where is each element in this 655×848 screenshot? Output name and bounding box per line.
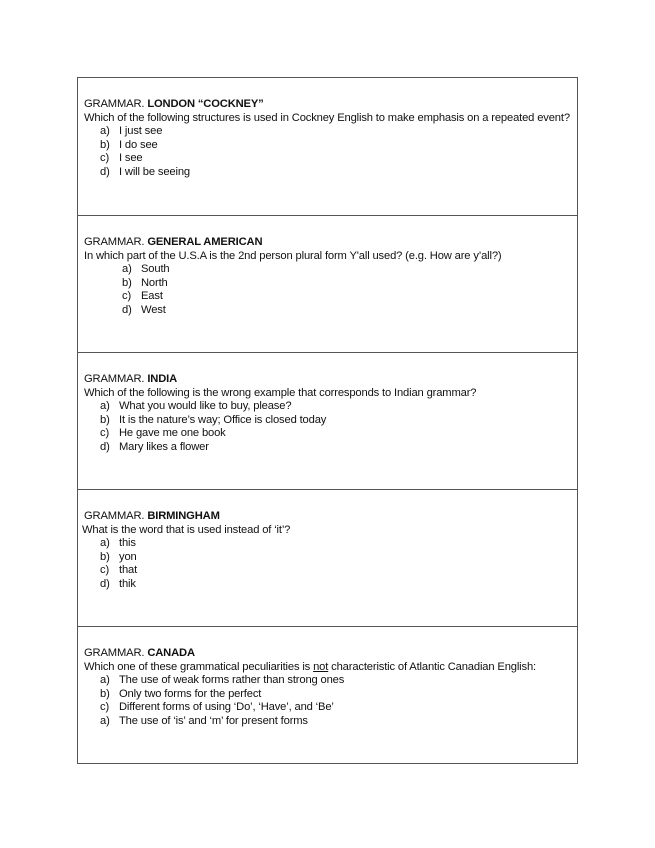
option-text: Mary likes a flower (119, 440, 209, 453)
heading-prefix: GRAMMAR. (84, 236, 145, 248)
options-list (84, 125, 571, 179)
option-letter: c) (100, 427, 110, 440)
option-text: South (141, 263, 170, 276)
option-letter: c) (100, 152, 110, 165)
options-list (84, 537, 571, 591)
option-item (84, 125, 571, 139)
option-text: West (141, 303, 166, 316)
section-heading (84, 98, 571, 112)
option-item (84, 715, 571, 729)
option-item (84, 277, 571, 291)
option-item (84, 400, 571, 414)
option-letter: b) (100, 687, 110, 700)
heading-prefix: GRAMMAR. (84, 373, 145, 385)
option-text: Different forms of using ‘Do’, ‘Have’, and ‘Be’ (119, 701, 334, 714)
heading-prefix: GRAMMAR. (84, 647, 145, 659)
option-letter: a) (100, 125, 110, 138)
question-text-after: characteristic of Atlantic Canadian English: (328, 660, 536, 673)
option-item (84, 578, 571, 592)
option-text: Only two forms for the perfect (119, 687, 262, 700)
option-text: thik (119, 577, 136, 590)
heading-prefix: GRAMMAR. (84, 510, 145, 522)
option-item (84, 152, 571, 166)
heading-prefix: GRAMMAR. (84, 98, 145, 110)
question-text: In which part of the U.S.A is the 2nd person plural form Y'all used? (e.g. How are y’all?) (84, 249, 502, 262)
option-text: that (119, 564, 138, 577)
option-text: this (119, 537, 136, 550)
heading-topic: LONDON “COCKNEY” (147, 98, 264, 110)
option-text: East (141, 290, 163, 303)
option-letter: a) (100, 674, 110, 687)
option-letter: b) (100, 550, 110, 563)
option-item (84, 441, 571, 455)
option-text: North (141, 276, 168, 289)
option-text: He gave me one book (119, 427, 226, 440)
option-text: yon (119, 550, 137, 563)
question-cell-birmingham (78, 489, 577, 626)
question-cell-canada (78, 626, 577, 763)
option-letter: a) (122, 263, 132, 276)
question-text: Which of the following is the wrong example that corresponds to Indian grammar? (84, 386, 477, 399)
option-item (84, 166, 571, 180)
question-cell-india (78, 352, 577, 489)
option-letter: d) (100, 577, 110, 590)
question-text-underlined: not (313, 660, 329, 673)
heading-topic: BIRMINGHAM (147, 510, 220, 522)
question-text (84, 661, 571, 675)
option-letter: b) (100, 413, 110, 426)
option-item (84, 263, 571, 277)
options-list (84, 400, 571, 454)
option-item (84, 551, 571, 565)
option-item (84, 427, 571, 441)
section-heading (84, 236, 571, 250)
option-letter: a) (100, 714, 110, 727)
option-letter: b) (122, 276, 132, 289)
option-text: The use of ‘is’ and ‘m’ for present forms (119, 714, 308, 727)
question-cell-london-cockney (78, 78, 577, 215)
heading-topic: CANADA (147, 647, 195, 659)
option-item (84, 564, 571, 578)
option-text: I see (119, 152, 143, 165)
option-letter: c) (122, 290, 132, 303)
option-item (84, 304, 571, 318)
question-cell-general-american (78, 215, 577, 352)
option-text: I do see (119, 138, 158, 151)
question-text: What is the word that is used instead of ‘it’? (82, 523, 291, 536)
section-heading (84, 510, 571, 524)
quiz-table (77, 77, 578, 764)
option-text: I just see (119, 125, 163, 138)
option-item (84, 290, 571, 304)
section-heading (84, 647, 571, 661)
option-item (84, 139, 571, 153)
option-item (84, 414, 571, 428)
options-list (84, 674, 571, 728)
option-letter: d) (100, 165, 110, 178)
option-letter: d) (100, 440, 110, 453)
heading-topic: GENERAL AMERICAN (147, 236, 263, 248)
option-item (84, 701, 571, 715)
section-heading (84, 373, 571, 387)
option-letter: a) (100, 537, 110, 550)
option-letter: b) (100, 138, 110, 151)
option-item (84, 674, 571, 688)
option-letter: a) (100, 400, 110, 413)
option-letter: c) (100, 701, 110, 714)
question-text-before: Which one of these grammatical peculiarities is (84, 660, 314, 673)
option-text: It is the nature’s way; Office is closed today (119, 413, 327, 426)
option-letter: c) (100, 564, 110, 577)
option-item (84, 688, 571, 702)
options-list (84, 263, 571, 317)
option-text: I will be seeing (119, 165, 190, 178)
option-item (84, 537, 571, 551)
heading-topic: INDIA (147, 373, 178, 385)
question-text: Which of the following structures is used in Cockney English to make emphasis on a repeated event? (84, 111, 570, 124)
option-text: What you would like to buy, please? (119, 400, 292, 413)
option-letter: d) (122, 303, 132, 316)
option-text: The use of weak forms rather than strong ones (119, 674, 345, 687)
